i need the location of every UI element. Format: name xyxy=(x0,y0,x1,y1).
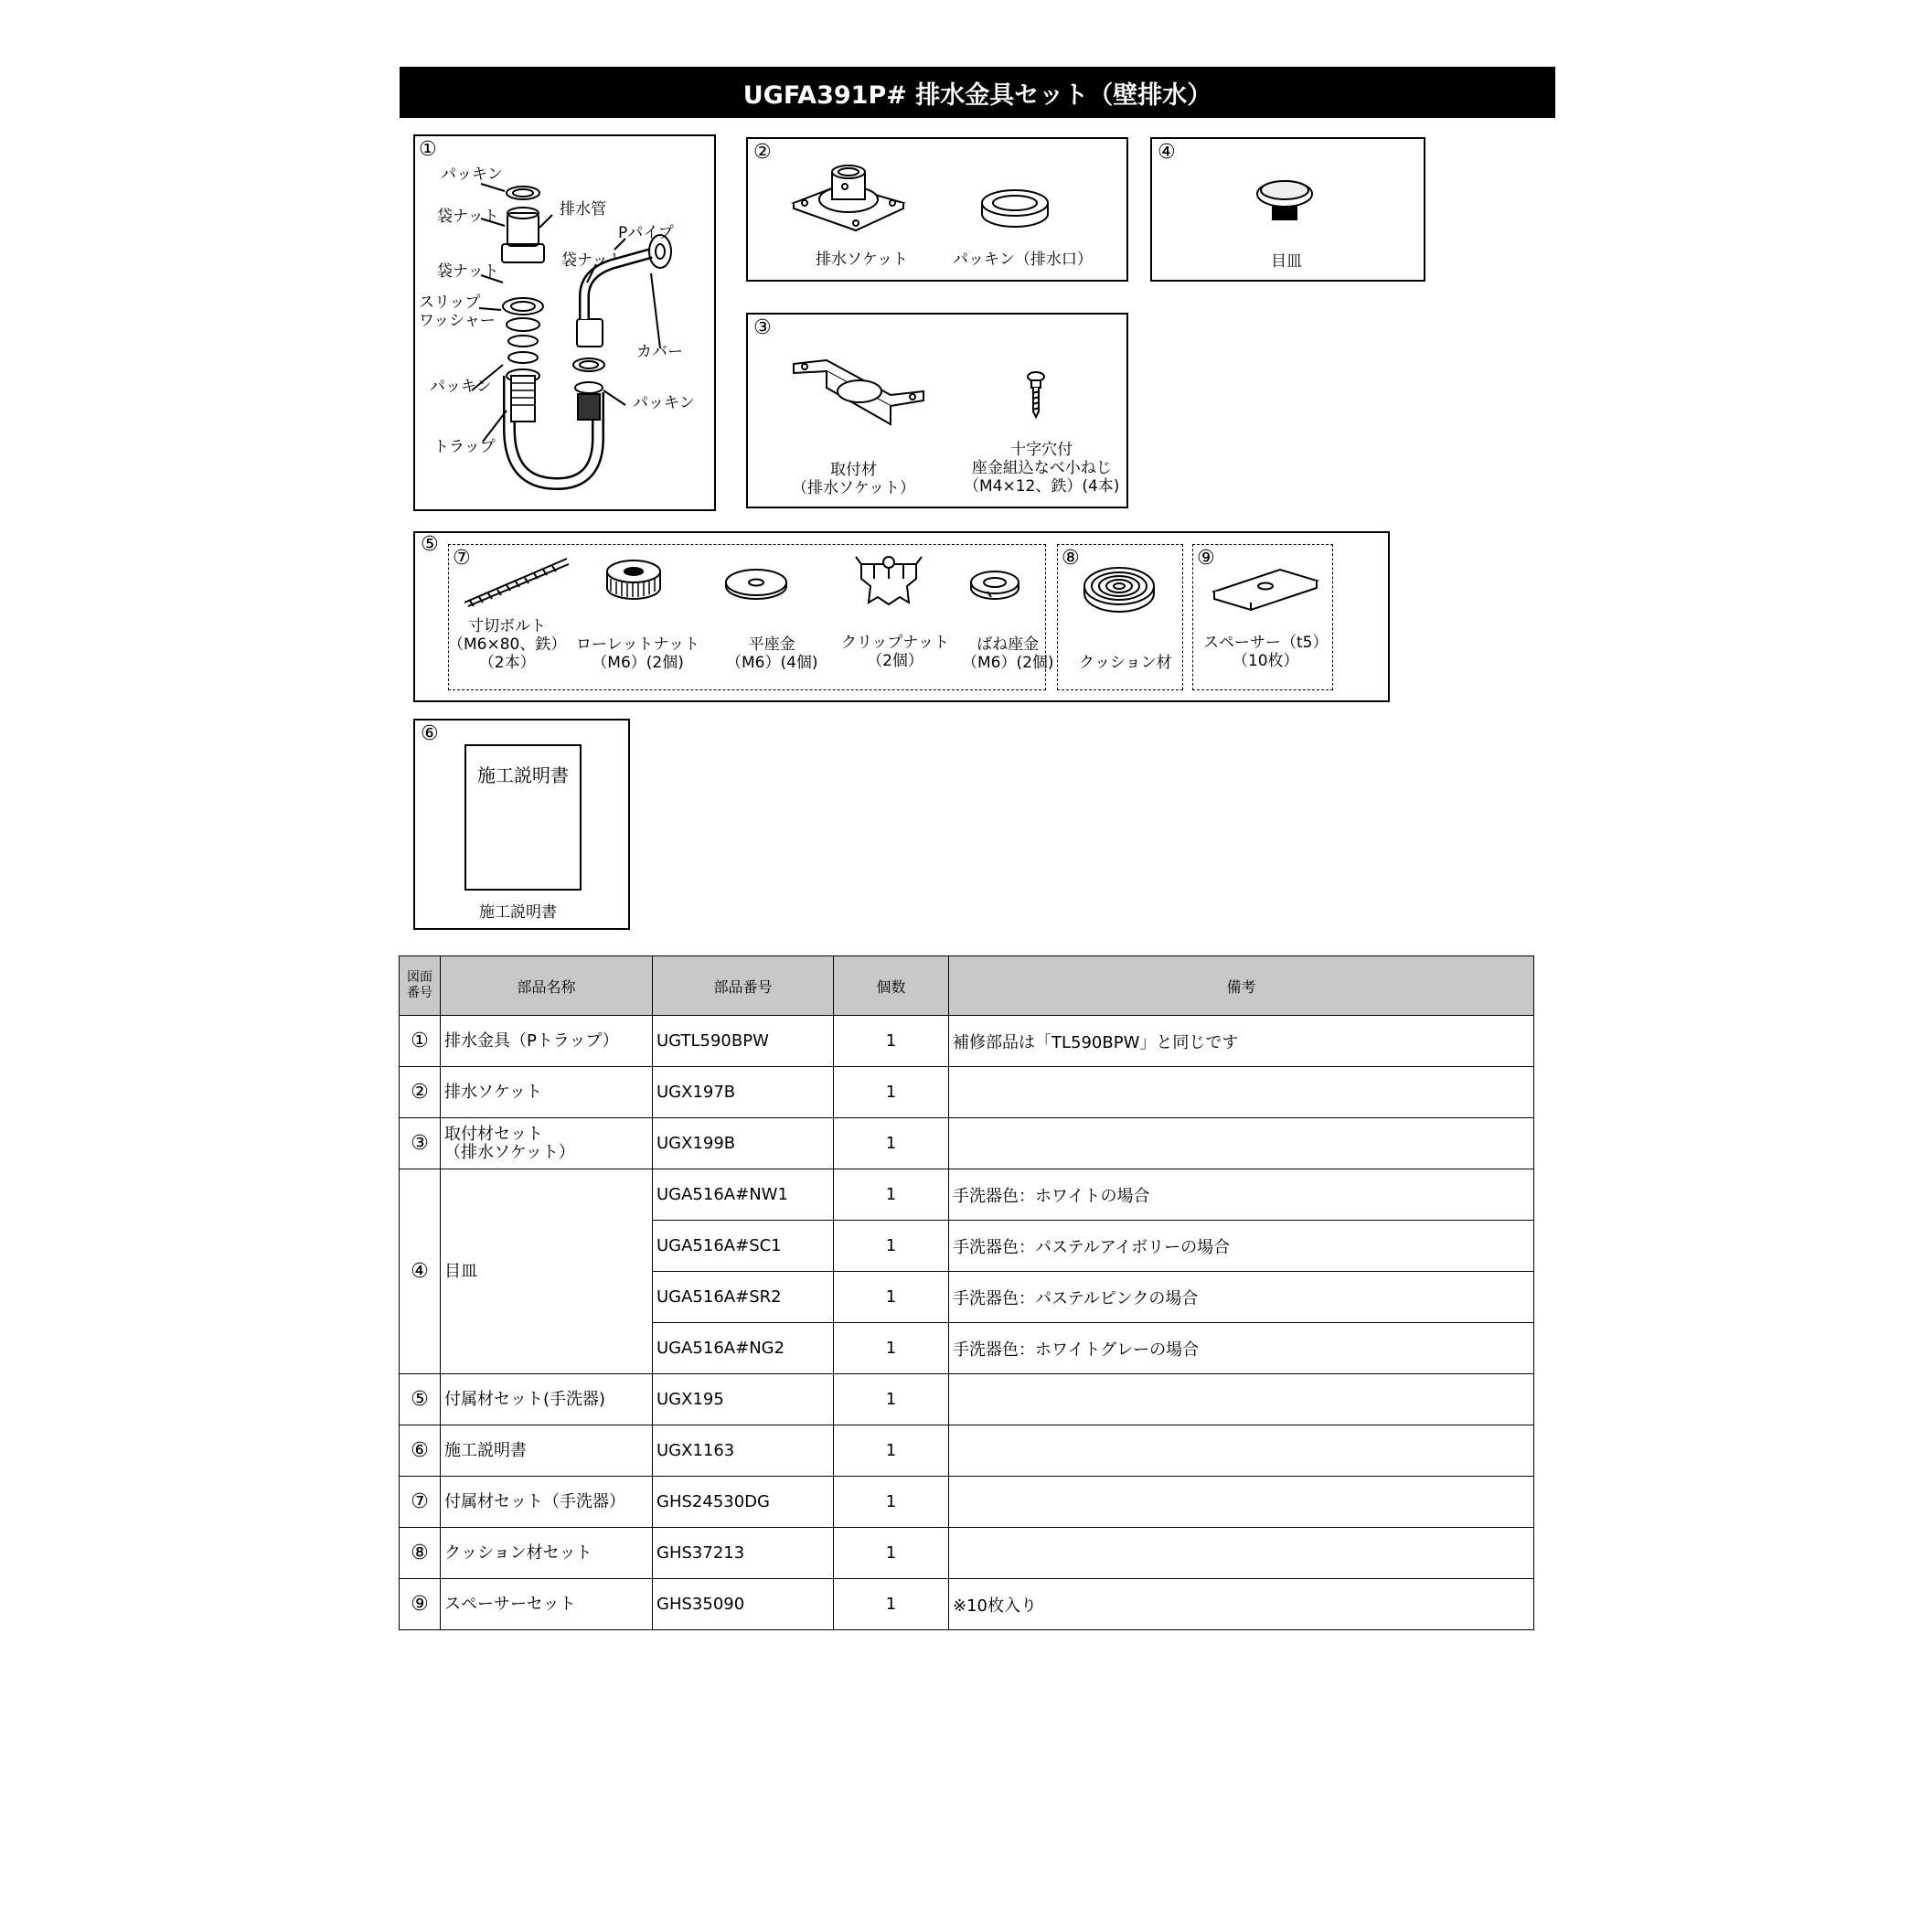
col-header-quantity: 個数 xyxy=(834,956,949,1016)
cell-qty: 1 xyxy=(834,1323,949,1374)
label-drain-pipe: 排水管 xyxy=(560,200,606,219)
label-flat-washer: 平座金 （M6）(4個) xyxy=(726,635,818,672)
table-row xyxy=(400,1374,1534,1425)
table-row xyxy=(400,1528,1534,1579)
label-manual: 施工説明書 xyxy=(479,903,557,922)
label-drain-plate: 目皿 xyxy=(1271,252,1302,271)
table-row xyxy=(400,1477,1534,1528)
parts-table xyxy=(399,955,1534,1630)
cell-part: UGA516A#SC1 xyxy=(653,1221,834,1272)
table-row xyxy=(400,1016,1534,1067)
cell-no: ⑨ xyxy=(400,1579,441,1630)
cell-qty: 1 xyxy=(834,1016,949,1067)
panel-number: ③ xyxy=(753,316,772,339)
cell-part: UGX195 xyxy=(653,1374,834,1425)
label-nut-3: 袋ナット xyxy=(437,262,499,281)
cell-no: ② xyxy=(400,1067,441,1118)
label-mounting-bracket: 取付材 （排水ソケット） xyxy=(792,461,915,497)
cell-no: ⑥ xyxy=(400,1425,441,1477)
cell-name: 付属材セット(手洗器) xyxy=(441,1374,653,1425)
cell-no: ⑧ xyxy=(400,1528,441,1579)
table-row xyxy=(400,1169,1534,1221)
label-bolt: 寸切ボルト （M6×80、鉄） （2本） xyxy=(448,617,567,672)
panel-mounting xyxy=(746,313,1128,508)
cushion-illustration xyxy=(1081,562,1158,615)
page-title: UGFA391P# 排水金具セット（壁排水） xyxy=(400,67,1555,118)
cell-note xyxy=(949,1374,1534,1425)
manual-illustration: 施工説明書 xyxy=(464,744,582,891)
panel-drain-plate xyxy=(1150,137,1425,282)
panel-number: ④ xyxy=(1158,141,1176,164)
cell-name: 目皿 xyxy=(441,1169,653,1374)
cell-part: UGTL590BPW xyxy=(653,1016,834,1067)
cell-part: UGX199B xyxy=(653,1118,834,1169)
cell-note: 手洗器色：ホワイトグレーの場合 xyxy=(949,1323,1534,1374)
cell-qty: 1 xyxy=(834,1272,949,1323)
cell-no: ⑦ xyxy=(400,1477,441,1528)
cell-qty: 1 xyxy=(834,1169,949,1221)
label-spring-washer: ばね座金 （M6）(2個) xyxy=(962,635,1054,672)
cell-no: ⑤ xyxy=(400,1374,441,1425)
cell-part: GHS24530DG xyxy=(653,1477,834,1528)
mounting-bracket-illustration xyxy=(790,355,927,428)
cell-note: 手洗器色：パステルピンクの場合 xyxy=(949,1272,1534,1323)
label-packing-right: パッキン xyxy=(633,394,695,412)
panel-number: ⑤ xyxy=(421,533,439,556)
group-number: ⑧ xyxy=(1062,547,1080,570)
label-spacer: スペーサー（t5） （10枚） xyxy=(1203,634,1329,670)
label-screw: 十字穴付 座金組込なべ小ねじ （M4×12、鉄）(4本) xyxy=(964,441,1120,496)
panel-drain-trap xyxy=(413,134,716,511)
col-header-remarks: 備考 xyxy=(949,956,1534,1016)
label-packing-left: パッキン xyxy=(430,378,492,396)
cell-name: 付属材セット（手洗器） xyxy=(441,1477,653,1528)
cell-name: 排水ソケット xyxy=(441,1067,653,1118)
cell-qty: 1 xyxy=(834,1477,949,1528)
packing-illustration xyxy=(978,185,1051,230)
cell-note xyxy=(949,1477,1534,1528)
cell-note: 手洗器色：ホワイトの場合 xyxy=(949,1169,1534,1221)
panel-number: ② xyxy=(753,141,772,164)
group-number: ⑦ xyxy=(453,547,471,570)
cell-name: 取付材セット （排水ソケット） xyxy=(441,1118,653,1169)
panel-drain-socket xyxy=(746,137,1128,282)
label-trap: トラップ xyxy=(433,438,496,456)
bolt-illustration xyxy=(461,553,571,608)
cell-note: 補修部品は「TL590BPW」と同じです xyxy=(949,1016,1534,1067)
cell-part: GHS37213 xyxy=(653,1528,834,1579)
spacer-illustration xyxy=(1211,564,1320,614)
screw-illustration xyxy=(1022,369,1050,421)
group-number: ⑨ xyxy=(1197,547,1215,570)
cell-qty: 1 xyxy=(834,1221,949,1272)
label-cover: カバー xyxy=(636,343,683,361)
table-row xyxy=(400,1425,1534,1477)
col-header-part-name: 部品名称 xyxy=(441,956,653,1016)
cell-note xyxy=(949,1425,1534,1477)
table-row xyxy=(400,1067,1534,1118)
cell-name: スペーサーセット xyxy=(441,1579,653,1630)
table-row xyxy=(400,1118,1534,1169)
cell-note xyxy=(949,1067,1534,1118)
cell-no: ③ xyxy=(400,1118,441,1169)
cell-part: UGX1163 xyxy=(653,1425,834,1477)
cell-part: GHS35090 xyxy=(653,1579,834,1630)
label-packing-top: パッキン xyxy=(441,165,503,184)
cell-part: UGA516A#NG2 xyxy=(653,1323,834,1374)
label-p-pipe: Pパイプ xyxy=(618,224,674,242)
label-slip-washer: スリップ ワッシャー xyxy=(419,294,496,330)
label-packing-drain: パッキン（排水口） xyxy=(953,251,1093,269)
cell-qty: 1 xyxy=(834,1067,949,1118)
clip-nut-illustration xyxy=(852,551,925,610)
cell-name: クッション材セット xyxy=(441,1528,653,1579)
cell-no: ④ xyxy=(400,1169,441,1374)
panel-number: ① xyxy=(419,138,437,161)
cell-note: 手洗器色：パステルアイボリーの場合 xyxy=(949,1221,1534,1272)
cell-qty: 1 xyxy=(834,1425,949,1477)
label-clip-nut: クリップナット （2個） xyxy=(841,634,949,670)
cell-no: ① xyxy=(400,1016,441,1067)
cell-qty: 1 xyxy=(834,1579,949,1630)
cell-qty: 1 xyxy=(834,1528,949,1579)
cell-qty: 1 xyxy=(834,1374,949,1425)
cell-note xyxy=(949,1528,1534,1579)
panel-manual xyxy=(413,719,630,930)
panel-number: ⑥ xyxy=(421,722,439,745)
table-header-row xyxy=(400,956,1534,1016)
label-nut-2: 袋ナット xyxy=(561,251,624,270)
col-header-part-number: 部品番号 xyxy=(653,956,834,1016)
cell-note xyxy=(949,1118,1534,1169)
cell-part: UGA516A#NW1 xyxy=(653,1169,834,1221)
cell-name: 排水金具（Pトラップ） xyxy=(441,1016,653,1067)
p-trap-illustration xyxy=(415,136,718,513)
label-nut-1: 袋ナット xyxy=(437,208,499,226)
cell-part: UGA516A#SR2 xyxy=(653,1272,834,1323)
knurl-nut-illustration xyxy=(603,555,664,604)
panel-accessory-set xyxy=(413,531,1390,702)
cell-qty: 1 xyxy=(834,1118,949,1169)
table-row xyxy=(400,1579,1534,1630)
label-drain-socket: 排水ソケット xyxy=(816,251,908,269)
col-header-drawing-no: 図面 番号 xyxy=(400,956,441,1016)
drain-plate-illustration xyxy=(1253,174,1317,225)
flat-washer-illustration xyxy=(722,564,790,604)
cell-note: ※10枚入り xyxy=(949,1579,1534,1630)
cell-part: UGX197B xyxy=(653,1067,834,1118)
cell-name: 施工説明書 xyxy=(441,1425,653,1477)
spring-washer-illustration xyxy=(967,564,1022,604)
drain-socket-illustration xyxy=(785,159,913,241)
label-cushion: クッション材 xyxy=(1079,654,1172,672)
label-knurl-nut: ローレットナット （M6）(2個) xyxy=(576,635,700,672)
